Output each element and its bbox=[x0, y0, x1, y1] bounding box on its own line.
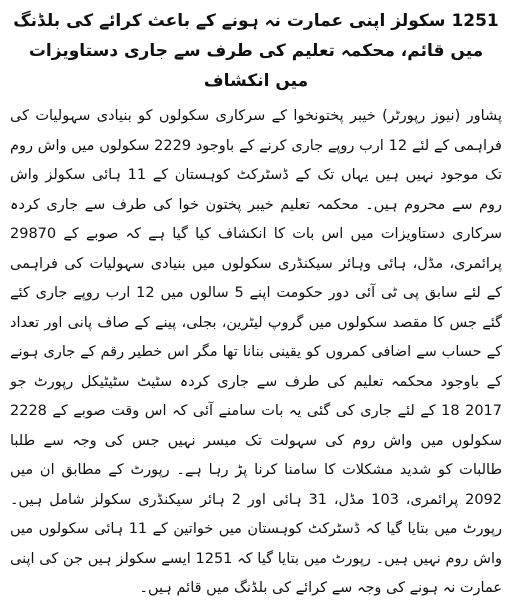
article-body: پشاور (نیوز رپورٹر) خیبر پختونخوا کے سرکاری سکولوں کو بنیادی سہولیات کی فراہمی کے لئے 12 ارب روپے جاری کرنے کے باوجود 2229 سکولوں میں واش روم تک موجود نہیں ہیں یہاں تک کے ڈسٹرکٹ کوہستان کے 11 ہائی سکولز واش روم سے محروم ہیں۔ محکمہ تعلیم خیبر پختون خوا کی طرف سے جاری کردہ سرکاری دستاویزات میں اس بات کا انکشاف کیا گیا ہے کہ صوبے کے 29870 پرائمری، مڈل، ہائی وہائر سیکنڈری سکولوں میں بنیادی سہولیات کی فراہمی کے لئے سابق پی ٹی آئی دور حکومت اپنے 5 سالوں میں 12 ارب روپے جاری کئے گئے جس کا مقصد سکولوں میں گروپ لیٹرین، بجلی، پینے کے صاف پانی اور تعداد کے حساب سے اضافی کمروں کو یقینی بنانا تھا مگر اس خطیر رقم کے جاری ہونے کے باوجود محکمہ تعلیم کی طرف سے جاری کردہ سٹیٹ سٹیٹیکل رپورٹ جو 2017 18 کے لئے جاری کی گئی یہ بات سامنے آئی کہ اس وقت صوبے کے 2228 سکولوں میں واش روم کی سہولت تک میسر نہیں جس کی وجہ سے طلبا طالبات کو شدید مشکلات کا سامنا کرنا پڑ رہا ہے۔ رپورٹ کے مطابق ان میں 2092 پرائمری، 103 مڈل، 31 ہائی اور 2 ہائر سیکنڈری سکولز شامل ہیں۔ رپورٹ میں بتایا گیا کہ ڈسٹرکٹ کوہستان میں خواتین کے 11 ہائی سکولوں میں واش روم نہیں ہیں۔ رپورٹ میں بتایا گیا کہ 1251 ایسے سکولز ہیں جن کی اپنی عمارت نہ ہونے کی وجہ سے کرائے کی بلڈنگ میں قائم ہیں۔ bbox=[10, 108, 503, 596]
headline: 1251 سکولز اپنی عمارت نہ ہونے کے باعث کرائے کی بلڈنگ میں قائم، محکمہ تعلیم کی طرف سے جاری دستاویزات میں انکشاف bbox=[13, 11, 499, 91]
